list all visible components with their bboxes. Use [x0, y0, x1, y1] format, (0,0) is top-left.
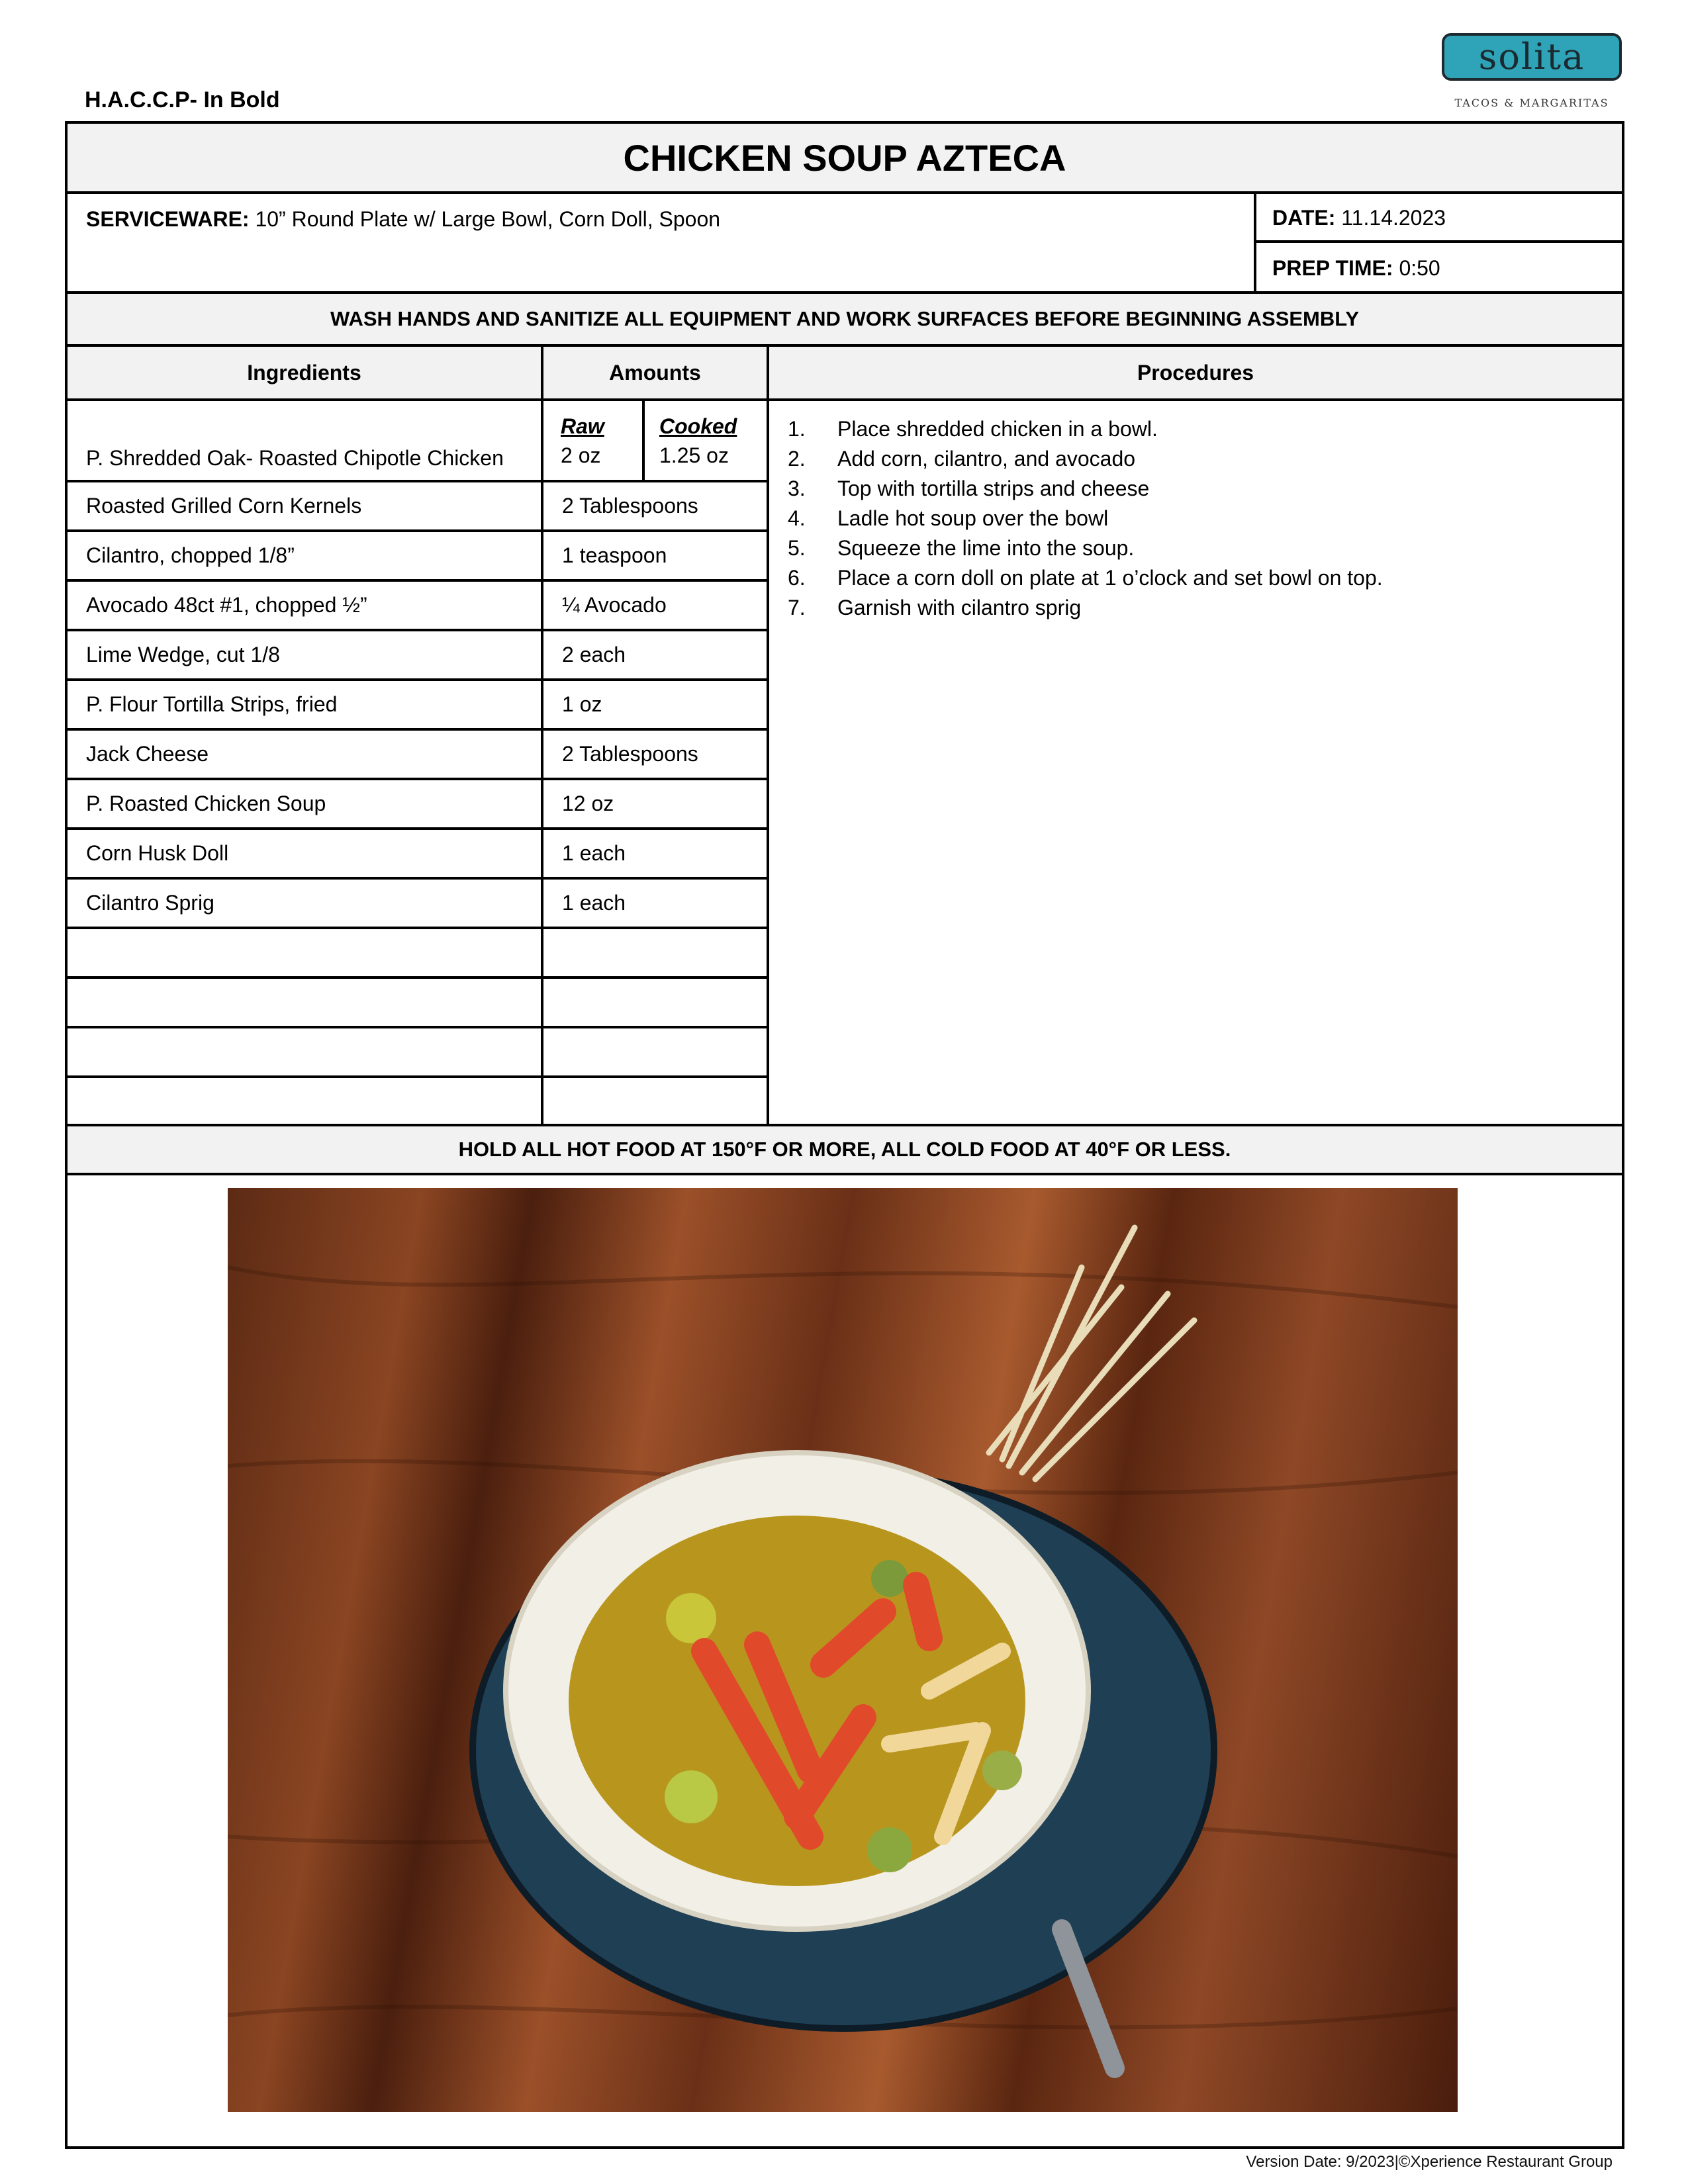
date-label: DATE:	[1272, 206, 1336, 230]
ingredient-name: Cilantro, chopped 1/8”	[65, 529, 543, 582]
ingredient-amount: 1 teaspoon	[541, 529, 769, 582]
version-footer: Version Date: 9/2023|©Xperience Restaurant Group	[1246, 2153, 1613, 2171]
amounts-header: Amounts	[541, 344, 769, 401]
ingredient-name: Avocado 48ct #1, chopped ½”	[65, 579, 543, 631]
ingredient-name	[65, 1075, 543, 1126]
procedure-step	[788, 504, 1622, 533]
ingredient-name: Cilantro Sprig	[65, 877, 543, 929]
ingredient-row	[65, 1026, 769, 1078]
ingredient-name	[65, 976, 543, 1028]
ingredient-amount: ¼ Avocado	[541, 579, 769, 631]
date-value: 11.14.2023	[1335, 206, 1446, 230]
ingredient-row	[65, 480, 769, 532]
procedure-step	[788, 563, 1622, 593]
ingredient-row	[65, 629, 769, 681]
step-text: Top with tortilla strips and cheese	[837, 477, 1150, 500]
procedure-step	[788, 593, 1622, 623]
procedure-step	[788, 444, 1622, 474]
ingredients-header: Ingredients	[65, 344, 543, 401]
prep-time-value: 0:50	[1393, 256, 1440, 280]
procedures-cell	[767, 398, 1624, 1126]
corn-husk-doll	[989, 1228, 1194, 1479]
ingredient-row	[65, 579, 769, 631]
serviceware-cell	[65, 191, 1256, 294]
raw-cooked-amounts	[541, 398, 769, 482]
date-cell	[1254, 191, 1624, 243]
prep-time-label: PREP TIME:	[1272, 256, 1393, 280]
step-text: Place shredded chicken in a bowl.	[837, 417, 1158, 441]
ingredient-row	[65, 827, 769, 880]
ingredient-amount	[541, 1026, 769, 1078]
ingredient-row	[65, 728, 769, 780]
procedure-step	[788, 414, 1622, 444]
ingredient-name: P. Shredded Oak- Roasted Chipotle Chicken	[65, 398, 543, 482]
plated-dish-photo	[228, 1188, 1458, 2112]
wash-hands-notice: WASH HANDS AND SANITIZE ALL EQUIPMENT AND WORK SURFACES BEFORE BEGINNING ASSEMBLY	[65, 291, 1624, 347]
ingredient-row	[65, 976, 769, 1028]
cooked-amount-cell	[642, 398, 769, 482]
ingredient-row	[65, 927, 769, 979]
step-number: 5.	[788, 536, 806, 560]
raw-label: Raw	[561, 414, 604, 438]
ingredient-name	[65, 1026, 543, 1078]
ingredient-amount: 2 Tablespoons	[541, 728, 769, 780]
ingredient-amount: 2 each	[541, 629, 769, 681]
procedure-step	[788, 474, 1622, 504]
ingredient-amount: 1 oz	[541, 678, 769, 731]
step-number: 7.	[788, 596, 806, 619]
ingredient-name: Corn Husk Doll	[65, 827, 543, 880]
step-number: 1.	[788, 417, 806, 441]
ingredient-name	[65, 927, 543, 979]
raw-amount-cell	[541, 398, 645, 482]
procedures-header: Procedures	[767, 344, 1624, 401]
ingredient-row	[65, 877, 769, 929]
cooked-label: Cooked	[659, 414, 737, 438]
ingredient-row	[65, 778, 769, 830]
step-text: Add corn, cilantro, and avocado	[837, 447, 1136, 471]
prep-time-cell	[1254, 240, 1624, 294]
soup-bowl-illustration	[228, 1188, 1458, 2112]
step-text: Ladle hot soup over the bowl	[837, 506, 1109, 530]
ingredient-amount	[541, 976, 769, 1028]
hold-temperature-notice: HOLD ALL HOT FOOD AT 150°F OR MORE, ALL COLD FOOD AT 40°F OR LESS.	[65, 1124, 1624, 1175]
logo-word: solita	[1478, 36, 1585, 77]
step-number: 4.	[788, 506, 806, 530]
solita-logo	[1442, 33, 1622, 81]
procedure-step	[788, 533, 1622, 563]
ingredient-name: Jack Cheese	[65, 728, 543, 780]
ingredient-name: P. Roasted Chicken Soup	[65, 778, 543, 830]
ingredient-amount: 12 oz	[541, 778, 769, 830]
ingredient-name: Roasted Grilled Corn Kernels	[65, 480, 543, 532]
ingredient-name: Lime Wedge, cut 1/8	[65, 629, 543, 681]
logo-tagline: TACOS & MARGARITAS	[1454, 97, 1609, 109]
ingredient-row	[65, 678, 769, 731]
ingredient-row	[65, 529, 769, 582]
serviceware-value: 10” Round Plate w/ Large Bowl, Corn Doll, Spoon	[249, 207, 721, 231]
procedure-list	[769, 401, 1622, 623]
serviceware-label: SERVICEWARE:	[86, 207, 250, 231]
ingredient-name: P. Flour Tortilla Strips, fried	[65, 678, 543, 731]
step-text: Place a corn doll on plate at 1 o’clock and set bowl on top.	[837, 566, 1383, 590]
step-number: 2.	[788, 447, 806, 471]
step-number: 3.	[788, 477, 806, 500]
haccp-note: H.A.C.C.P- In Bold	[85, 87, 280, 113]
ingredient-amount	[541, 1075, 769, 1126]
ingredient-amount: 1 each	[541, 827, 769, 880]
cooked-amount: 1.25 oz	[659, 443, 729, 467]
ingredient-amount: 2 Tablespoons	[541, 480, 769, 532]
ingredient-row	[65, 1075, 769, 1126]
recipe-title: CHICKEN SOUP AZTECA	[65, 121, 1624, 194]
step-text: Garnish with cilantro sprig	[837, 596, 1082, 619]
ingredient-amount: 1 each	[541, 877, 769, 929]
raw-amount: 2 oz	[561, 443, 601, 467]
step-number: 6.	[788, 566, 806, 590]
step-text: Squeeze the lime into the soup.	[837, 536, 1135, 560]
ingredient-amount	[541, 927, 769, 979]
